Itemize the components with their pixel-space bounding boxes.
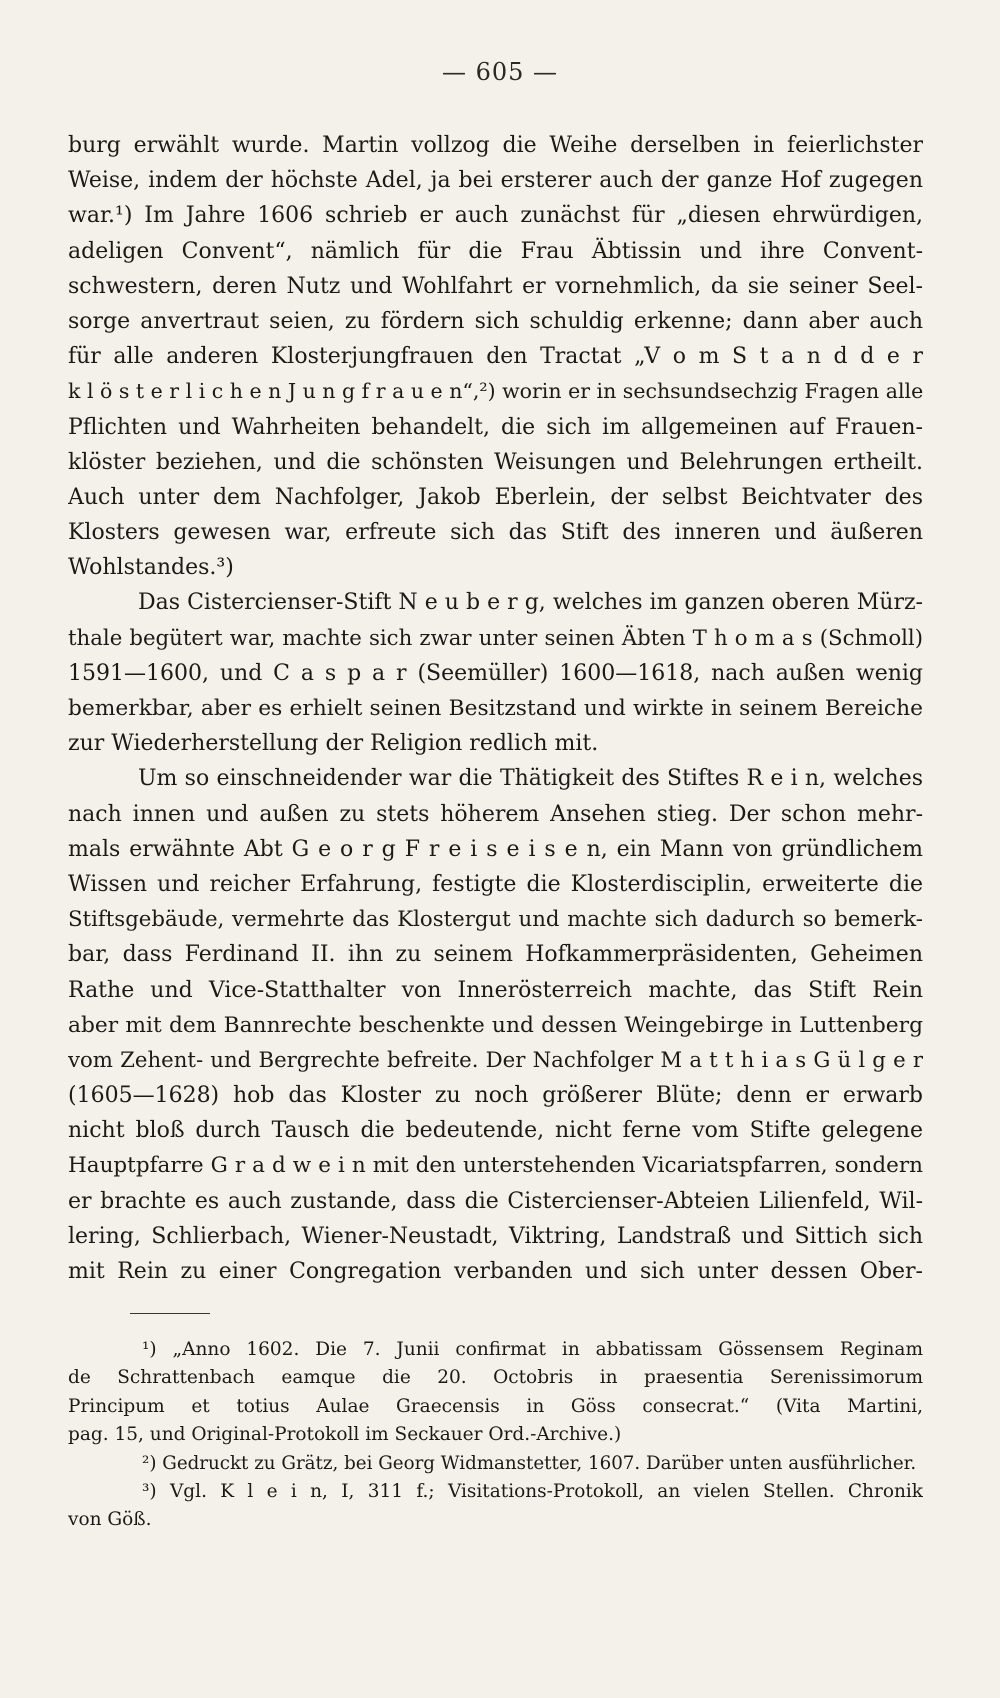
footnote-line: de Schrattenbach eamque die 20. Octobris in praesentia Serenissimorum: [68, 1367, 923, 1389]
body-line: Das Cistercienser-Stift N e u b e r g, welches im ganzen oberen Mürz-: [138, 590, 923, 616]
body-line: adeligen Convent“, nämlich für die Frau Äbtissin und ihre Convent-: [68, 238, 923, 264]
footnote-line: ³) Vgl. K l e i n, I, 311 f.; Visitations-Protokoll, an vielen Stellen. Chronik: [142, 1480, 923, 1502]
body-line: Stiftsgebäude, vermehrte das Klostergut und machte sich dadurch so bemerk-: [68, 907, 923, 933]
body-line: er brachte es auch zustande, dass die Cistercienser-Abteien Lilienfeld, Wil-: [68, 1188, 923, 1214]
body-line: mit Rein zu einer Congregation verbanden und sich unter dessen Ober-: [68, 1259, 923, 1284]
body-line: bemerkbar, aber es erhielt seinen Besitzstand und wirkte in seinem Bereiche: [68, 696, 923, 721]
body-line: nicht bloß durch Tausch die bedeutende, nicht ferne vom Stifte gelegene: [68, 1118, 923, 1144]
body-line: vom Zehent- und Bergrechte befreite. Der Nachfolger M a t t h i a s G ü l g e r: [68, 1047, 923, 1073]
body-line: mals erwähnte Abt G e o r g F r e i s e i s e n, ein Mann von gründlichem: [68, 836, 923, 862]
body-line: schwestern, deren Nutz und Wohlfahrt er vornehmlich, da sie seiner Seel-: [68, 273, 923, 299]
footnote-line: Principum et totius Aulae Graecensis in Göss consecrat.“ (Vita Martini,: [68, 1395, 923, 1417]
body-line: lering, Schlierbach, Wiener-Neustadt, Viktring, Landstraß und Sittich sich: [68, 1223, 923, 1249]
footnote-line: ²) Gedruckt zu Grätz, bei Georg Widmanstetter, 1607. Darüber unten ausführlicher.: [142, 1452, 917, 1474]
footnotes: [68, 1336, 923, 1535]
body-line: 1591—1600, und C a s p a r (Seemüller) 1600—1618, nach außen wenig: [68, 660, 923, 686]
footnote-divider: [130, 1313, 210, 1314]
body-line: klöster beziehen, und die schönsten Weisungen und Belehrungen ertheilt.: [68, 449, 923, 475]
body-line: burg erwählt wurde. Martin vollzog die Weihe derselben in feierlichster: [68, 133, 923, 158]
body-line: Hauptpfarre G r a d w e i n mit den unterstehenden Vicariatspfarren, sondern: [68, 1153, 923, 1179]
body-line: Wohlstandes.³): [68, 555, 234, 581]
body-line: k l ö s t e r l i c h e n J u n g f r a u e n“,²) worin er in sechsundsechzig Fragen alle: [68, 379, 923, 404]
body-line: Auch unter dem Nachfolger, Jakob Eberlein, der selbst Beichtvater des: [68, 484, 923, 510]
body-line: zur Wiederherstellung der Religion redlich mit.: [68, 731, 599, 757]
body-line: Um so einschneidender war die Thätigkeit des Stiftes R e i n, welches: [138, 766, 923, 792]
body-line: war.¹) Im Jahre 1606 schrieb er auch zunächst für „diesen ehrwürdigen,: [68, 203, 923, 229]
body-line: bar, dass Ferdinand II. ihn zu seinem Hofkammerpräsidenten, Geheimen: [68, 942, 923, 968]
footnote-line: von Göß.: [68, 1509, 152, 1531]
body-line: Klosters gewesen war, erfreute sich das Stift des inneren und äußeren: [68, 520, 923, 546]
body-line: Rathe und Vice-Statthalter von Innerösterreich machte, das Stift Rein: [68, 977, 923, 1003]
body-line: Wissen und reicher Erfahrung, festigte die Klosterdisciplin, erweiterte die: [68, 871, 923, 897]
body-line: sorge anvertraut seien, zu fördern sich schuldig erkenne; dann aber auch: [68, 308, 923, 334]
body-line: thale begütert war, machte sich zwar unter seinen Äbten T h o m a s (Schmoll): [68, 625, 923, 651]
body-text: [68, 128, 923, 1289]
footnote-line: ¹) „Anno 1602. Die 7. Junii confirmat in abbatissam Gössensem Reginam: [142, 1339, 923, 1360]
body-line: für alle anderen Klosterjungfrauen den Tractat „V o m S t a n d d e r: [68, 344, 923, 370]
body-line: (1605—1628) hob das Kloster zu noch größerer Blüte; denn er erwarb: [68, 1083, 923, 1109]
page-number: — 605 —: [441, 58, 559, 86]
body-line: Pflichten und Wahrheiten behandelt, die sich im allgemeinen auf Frauen-: [68, 414, 923, 440]
footnote-line: pag. 15, und Original-Protokoll im Seckauer Ord.-Archive.): [68, 1424, 622, 1446]
body-line: Weise, indem der höchste Adel, ja bei ersterer auch der ganze Hof zugegen: [68, 168, 923, 194]
body-line: aber mit dem Bannrechte beschenkte und dessen Weingebirge in Luttenberg: [68, 1012, 923, 1038]
body-line: nach innen und außen zu stets höherem Ansehen stieg. Der schon mehr-: [68, 801, 923, 827]
